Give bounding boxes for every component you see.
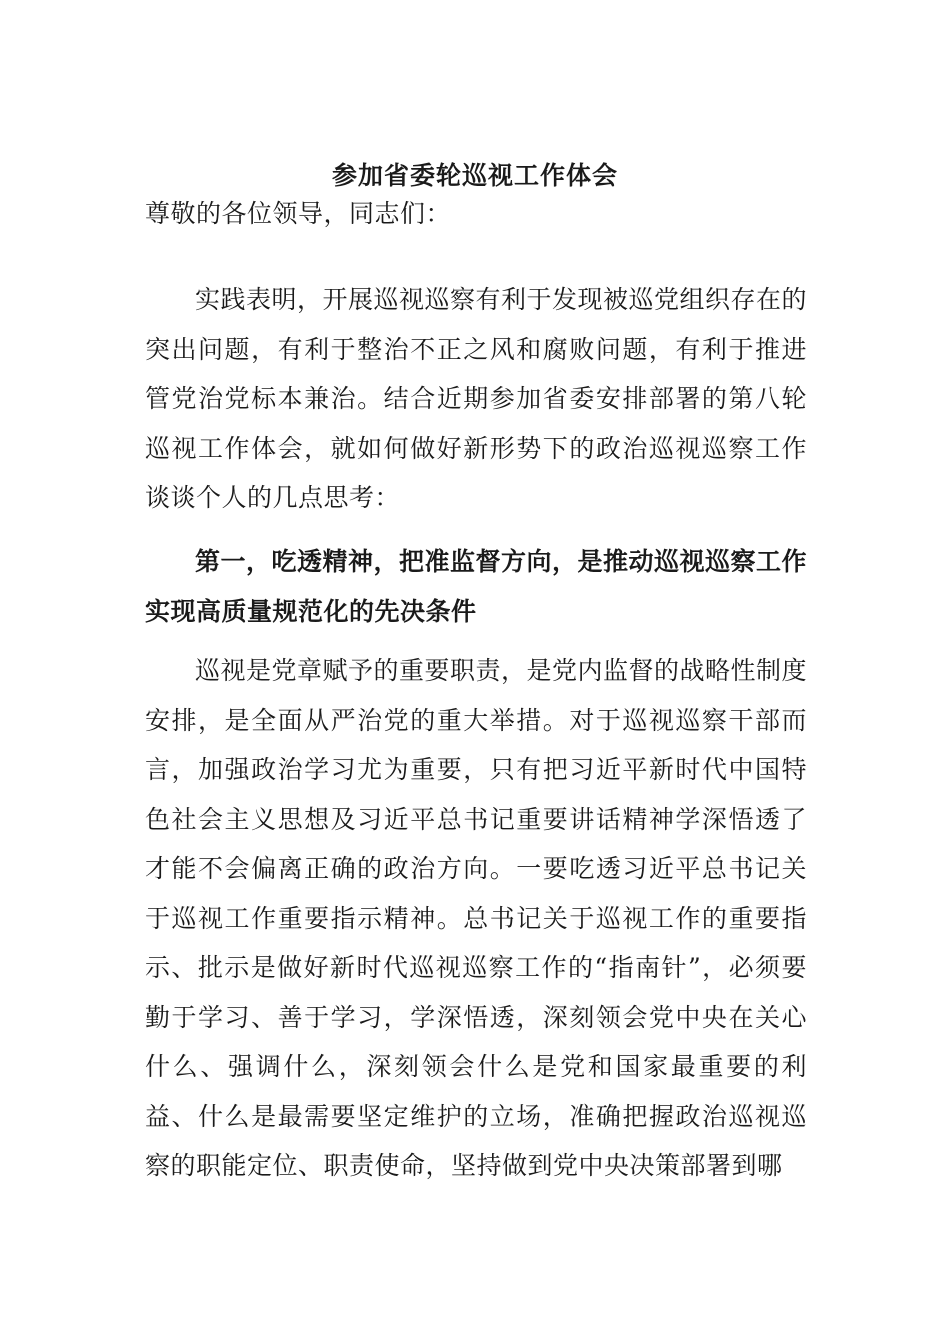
paragraph-introduction: 实践表明，开展巡视巡察有利于发现被巡党组织存在的突出问题，有利于整治不正之风和腐败问题，有利于推进管党治党标本兼治。结合近期参加省委安排部署的第八轮巡视工作体会，就如何做好新形势下的政治巡视巡察工作谈谈个人的几点思考： xyxy=(145,285,808,512)
section-heading-first: 第一，吃透精神，把准监督方向，是推动巡视巡察工作实现高质量规范化的先决条件 xyxy=(145,547,808,626)
paragraph-first-section: 巡视是党章赋予的重要职责，是党内监督的战略性制度安排，是全面从严治党的重大举措。对于巡视巡察干部而言，加强政治学习尤为重要，只有把习近平新时代中国特色社会主义思想及习近平总书记重要讲话精神学深悟透了才能不会偏离正确的政治方向。一要吃透习近平总书记关于巡视工作重要指示精神。总书记关于巡视工作的重要指示、批示是做好新时代巡视巡察工作的“指南针”，必须要勤于学习、善于学习，学深悟透，深刻领会党中央在关心什么、强调什么，深刻领会什么是党和国家最重要的利益、什么是最需要坚定维护的立场，准确把握政治巡视巡察的职能定位、职责使命，坚持做到党中央决策部署到哪 xyxy=(145,656,808,1180)
document-title: 参加省委轮巡视工作体会 xyxy=(331,161,618,190)
greeting: 尊敬的各位领导，同志们： xyxy=(145,199,452,228)
